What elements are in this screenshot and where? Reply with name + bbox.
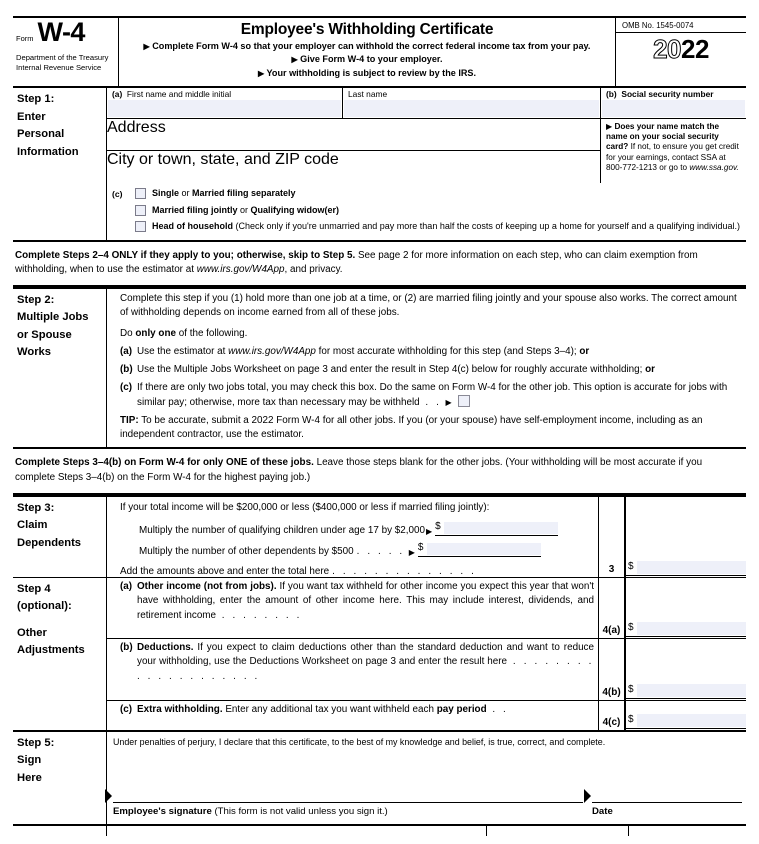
filing-status-row xyxy=(107,183,746,240)
tax-year xyxy=(653,34,709,64)
header-bullet-2-text: Give Form W-4 to your employer. xyxy=(300,54,443,65)
step-1-label-line-4: Information xyxy=(17,145,79,158)
step-4-section xyxy=(13,577,746,730)
hoh-label-bold: Head of household xyxy=(152,221,233,231)
steps-3-4b-notice-bold: Complete Steps 3–4(b) on Form W-4 for only ONE of these jobs. xyxy=(15,457,314,469)
steps-2-4-notice-bold: Complete Steps 2–4 ONLY if they apply to you; otherwise, skip to Step 5. xyxy=(15,249,356,261)
step-2-label-line-4: Works xyxy=(17,346,51,359)
header-bullet-1-text: Complete Form W-4 so that your employer can withhold the correct federal income tax from your pay. xyxy=(152,41,591,51)
other-dependents-amount-input[interactable] xyxy=(427,543,541,555)
address-caption xyxy=(107,119,600,137)
step-2-label-line-1: Step 2: xyxy=(17,293,55,306)
step-4b-amount-cell xyxy=(626,638,746,700)
step-5-label-line-1: Step 5: xyxy=(17,736,55,749)
city-caption xyxy=(107,151,600,169)
form-title-block xyxy=(119,18,616,86)
children-amount-input[interactable] xyxy=(444,522,558,534)
filing-status-options xyxy=(135,187,746,237)
date-label: Date xyxy=(592,805,613,817)
step-2-tip xyxy=(107,414,742,443)
step-3-total-amount-field[interactable] xyxy=(626,561,746,576)
step-1-label-line-3: Personal xyxy=(17,128,65,140)
step-4-line-number-column xyxy=(598,578,624,730)
step-1-label-line-2: Enter xyxy=(17,110,46,123)
ssn-name-match-note xyxy=(601,119,746,183)
steps-2-4-notice-rest-2: , and privacy. xyxy=(284,264,343,276)
step-4a-number-cell xyxy=(599,578,624,638)
page-title: Employee's Withholding Certificate xyxy=(240,21,494,38)
date-block xyxy=(592,802,742,818)
ssn-caption xyxy=(601,88,746,99)
dollar-sign: $ xyxy=(628,621,634,633)
step-4b-text xyxy=(137,641,594,685)
step-4c-amount-input[interactable] xyxy=(637,714,746,727)
step-4b-number: 4(b) xyxy=(602,686,621,698)
stub-cell-3 xyxy=(486,826,628,836)
employee-signature-block xyxy=(113,802,583,818)
address-caption-text: Address xyxy=(107,119,166,136)
triangle-pointer-icon: ▶ xyxy=(445,397,452,407)
step-1-label-line-1: Step 1: xyxy=(17,93,55,105)
do-one-post: of the following. xyxy=(175,328,248,340)
step-2-do-only-one xyxy=(107,327,742,341)
field-tag-a: (a) xyxy=(112,89,123,99)
step-1-name-row xyxy=(107,88,746,119)
note-bold-text: Does your name match the name on your social security card? xyxy=(606,122,720,152)
ssn-caption-text: Social security number xyxy=(621,89,714,99)
filing-status-option-single[interactable] xyxy=(135,187,746,204)
step-4a-amount-cell xyxy=(626,578,746,638)
option-a-or: or xyxy=(579,346,590,358)
step-2-option-b xyxy=(107,363,742,377)
dollar-sign: $ xyxy=(628,713,634,725)
city-field-cell xyxy=(107,151,600,183)
tip-body: To be accurate, submit a 2022 Form W-4 for all other jobs. If you (or your spouse) have self-employment income, including as an independent contractor, use the estimator. xyxy=(120,414,703,441)
single-label xyxy=(152,187,296,200)
dollar-sign: $ xyxy=(628,560,634,572)
step-5-label-line-3: Here xyxy=(17,771,42,784)
step-4c-bold: Extra withholding. xyxy=(137,703,223,715)
step-1-section xyxy=(13,88,746,242)
step-4a-text xyxy=(137,580,594,624)
field-tag-c: (c) xyxy=(112,189,123,199)
step-2-label-line-2: Multiple Jobs xyxy=(17,311,89,324)
header-bullet-3 xyxy=(125,67,609,80)
tax-year-prefix: 20 xyxy=(653,34,681,64)
steps-3-4b-notice xyxy=(13,447,746,494)
do-one-bold: only one xyxy=(135,328,176,340)
step-4a-amount-field[interactable] xyxy=(626,622,746,637)
step-4-label-line-1: Step 4 xyxy=(17,582,51,595)
w4-form-page xyxy=(0,16,759,844)
step-3-label-line-1: Step 3: xyxy=(17,501,55,514)
step-2-section xyxy=(13,287,746,448)
perjury-statement: Under penalties of perjury, I declare that this certificate, to the best of my knowledge and belief, is true, correct, and complete. xyxy=(113,736,606,747)
step-4-label-line-2: (optional): xyxy=(17,600,72,613)
step-4c-content xyxy=(107,701,598,718)
step-3-children-row xyxy=(107,522,598,536)
employee-signature-line[interactable] xyxy=(113,802,583,803)
married-jointly-label xyxy=(152,204,339,217)
last-name-input[interactable] xyxy=(344,100,599,117)
dollar-sign: $ xyxy=(435,520,441,532)
step-4c-bold-2: pay period xyxy=(436,703,487,715)
step-1-address-row xyxy=(107,119,746,183)
step-4a-content xyxy=(107,578,598,624)
omb-year-block xyxy=(616,18,746,86)
ssn-field-cell xyxy=(601,88,746,118)
step-2-option-a-tag: (a) xyxy=(120,346,133,358)
step-3-children-label: Multiply the number of qualifying children under age 17 by $2,000 xyxy=(139,524,426,536)
header-bullet-3-text: Your withholding is subject to review by the IRS. xyxy=(266,67,477,78)
header-bullet-1 xyxy=(125,40,609,53)
step-4a-dots: . . . . . . . . xyxy=(221,609,302,621)
step-4b-row xyxy=(107,638,598,700)
spacer xyxy=(107,320,742,327)
triangle-pointer-icon xyxy=(105,789,112,803)
triangle-bullet-icon: ▶ xyxy=(143,42,150,51)
steps-2-4-notice-rest-1: See page 2 for more information on each step, who can claim exemption from withholding, when to use the estimator at xyxy=(15,249,698,276)
step-4a-amount-input[interactable] xyxy=(637,622,746,635)
date-caption xyxy=(592,803,742,818)
step-4c-number-cell xyxy=(599,700,624,730)
step-4b-tag: (b) xyxy=(120,641,133,653)
city-caption-text: City or town, state, and ZIP code xyxy=(107,151,339,168)
step-4c-text xyxy=(137,703,594,718)
option-c-main: If there are only two jobs total, you may check this box. Do the same on Form W-4 for the other job. This option is accurate for jobs with similar pay; otherwise, more tax than necessary may be withheld xyxy=(137,381,728,408)
w4app-link-1[interactable]: www.irs.gov/W4App xyxy=(196,264,285,276)
date-signature-line[interactable] xyxy=(592,802,742,803)
head-of-household-label xyxy=(152,220,740,233)
head-of-household-checkbox[interactable] xyxy=(135,221,146,232)
children-amount-field[interactable] xyxy=(435,522,558,536)
signature-label-rest: (This form is not valid unless you sign it.) xyxy=(211,805,388,817)
hoh-label-rest: (Check only if you're unmarried and pay more than half the costs of keeping up a home for yourself and a qualifying individual.) xyxy=(233,221,741,231)
step-5-label xyxy=(13,732,106,824)
employee-signature-caption xyxy=(113,803,583,818)
step-3-amount-cell xyxy=(624,497,746,577)
form-header xyxy=(13,16,746,88)
address-column xyxy=(107,119,601,183)
option-c-dots: . . xyxy=(425,396,442,408)
step-4-body xyxy=(106,578,598,730)
w4app-link-2[interactable]: www.irs.gov/W4App xyxy=(228,346,316,358)
step-2-option-a-text xyxy=(137,345,742,359)
spacer xyxy=(17,616,104,625)
step-4c-tag: (c) xyxy=(120,703,133,715)
two-jobs-checkbox[interactable] xyxy=(458,395,470,407)
step-4-label-line-3: Other xyxy=(17,626,47,639)
step-3-intro-row xyxy=(107,501,598,515)
step-2-option-c-tag: (c) xyxy=(120,381,133,393)
steps-2-4-notice xyxy=(13,242,746,287)
step-2-option-c-text xyxy=(137,381,742,411)
step-2-option-b-text xyxy=(137,363,742,377)
filing-status-option-married-jointly[interactable] xyxy=(135,204,746,221)
step-3-label xyxy=(13,497,106,577)
single-checkbox[interactable] xyxy=(135,188,146,199)
step-4a-bold: Other income (not from jobs). xyxy=(137,580,277,592)
agency-line-1: Department of the Treasury xyxy=(16,53,109,62)
step-3-total-label: Add the amounts above and enter the total here xyxy=(120,565,330,577)
triangle-pointer-icon xyxy=(584,789,591,803)
step-1-label xyxy=(13,88,106,240)
first-name-caption xyxy=(107,88,342,99)
step-3-line-number: 3 xyxy=(608,563,615,575)
step-3-other-dependents-dots: . . . . . xyxy=(356,545,405,557)
step-2-body xyxy=(106,289,746,448)
step-5-body xyxy=(106,732,746,824)
step-4a-number: 4(a) xyxy=(602,624,621,636)
step-3-other-dependents-row xyxy=(107,543,598,557)
stub-cell-1 xyxy=(13,826,106,836)
dollar-sign: $ xyxy=(628,683,634,695)
option-b-main: Use the Multiple Jobs Worksheet on page 3 and enter the result in Step 4(c) below for roughly accurate withholding; xyxy=(137,363,646,375)
step-4-label xyxy=(13,578,106,730)
last-name-field-cell xyxy=(343,88,601,118)
step-3-other-dependents-label: Multiply the number of other dependents by $500 xyxy=(139,545,354,557)
tax-year-suffix: 22 xyxy=(681,34,709,64)
triangle-bullet-icon: ▶ xyxy=(606,122,613,131)
step-4c-amount-cell xyxy=(626,700,746,730)
step-1-body xyxy=(106,88,746,240)
single-label-b: Married filing separately xyxy=(192,188,296,198)
triangle-pointer-icon: ▶ xyxy=(408,547,415,557)
last-name-caption xyxy=(343,88,600,99)
step-4c-number: 4(c) xyxy=(602,716,621,728)
field-tag-b: (b) xyxy=(606,89,617,99)
first-name-field-cell xyxy=(107,88,343,118)
step-4b-amount-input[interactable] xyxy=(637,684,746,697)
tip-label: TIP: xyxy=(120,414,139,426)
first-name-caption-text: First name and middle initial xyxy=(126,89,232,99)
agency-line-2: Internal Revenue Service xyxy=(16,62,102,72)
step-4b-amount-field[interactable] xyxy=(626,684,746,699)
step-3-section xyxy=(13,495,746,577)
stub-cell-4 xyxy=(628,826,746,836)
option-a-post: for most accurate withholding for this step (and Steps 3–4); xyxy=(315,346,580,358)
form-number: W-4 xyxy=(37,17,85,47)
form-identity-block xyxy=(13,18,119,86)
step-4a-row xyxy=(107,578,598,638)
filing-status-option-head-of-household[interactable] xyxy=(135,220,746,237)
step-4b-number-cell xyxy=(599,638,624,700)
step-4-label-line-4: Adjustments xyxy=(17,644,85,657)
step-3-label-line-3: Dependents xyxy=(17,536,82,549)
stub-cell-2 xyxy=(106,826,486,836)
step-3-line-number-cell xyxy=(598,497,624,577)
note-rest-text: If not, to ensure you get credit for your earnings, contact SSA at 800-772-1213 or go to xyxy=(606,142,739,172)
first-name-input[interactable] xyxy=(108,100,341,117)
step-5-label-line-2: Sign xyxy=(17,754,42,767)
steps-3-4b-notice-rest: Leave those steps blank for the other jobs. (Your withholding will be most accurate if you complete Steps 3–4(b) on the Form W-4 for the highest paying job.) xyxy=(15,457,703,483)
dollar-sign: $ xyxy=(417,541,424,553)
step-3-total-dots: . . . . . . . . . . . . . . xyxy=(332,565,477,577)
step-4b-content xyxy=(107,639,598,685)
employer-section-stub xyxy=(13,826,746,836)
ssa-website-link[interactable]: www.ssa.gov. xyxy=(689,162,739,172)
step-2-label-line-3: or Spouse xyxy=(17,328,72,341)
step-4c-body: Enter any additional tax you want withheld each xyxy=(222,703,437,715)
step-4b-bold: Deductions. xyxy=(137,641,194,653)
single-label-or: or xyxy=(179,188,193,198)
step-2-label xyxy=(13,289,106,448)
ssn-input[interactable] xyxy=(602,100,745,117)
step-2-intro: Complete this step if you (1) hold more than one job at a time, or (2) are married filing jointly and your spouse also works. The correct amount of withholding depends on income earned from all of these jobs. xyxy=(120,292,737,318)
step-4b-body: If you expect to claim deductions other than the standard deduction and want to reduce your withholding, use the Deductions Worksheet on page 3 and enter the result here xyxy=(137,641,594,668)
step-3-label-line-2: Claim xyxy=(17,519,48,532)
triangle-pointer-icon: ▶ xyxy=(426,526,433,536)
triangle-bullet-icon: ▶ xyxy=(257,68,265,78)
single-label-a: Single xyxy=(152,188,180,198)
married-jointly-label-a: Married filing jointly xyxy=(152,204,238,215)
step-4c-dots: . . xyxy=(492,703,509,715)
step-2-option-a xyxy=(107,345,742,359)
step-3-total-row xyxy=(107,566,598,577)
triangle-bullet-icon: ▶ xyxy=(291,55,298,65)
step-3-body xyxy=(106,497,598,577)
do-one-pre: Do xyxy=(120,328,136,340)
step-2-tip-text xyxy=(120,414,742,443)
married-jointly-label-b: Qualifying widow(er) xyxy=(250,204,340,215)
other-dependents-amount-field[interactable] xyxy=(418,543,541,557)
form-word-label: Form xyxy=(16,34,34,43)
option-b-or: or xyxy=(645,363,655,375)
step-4c-amount-field[interactable] xyxy=(626,714,746,729)
step-4b-dots: . . . . . . . . . . . . . . . . . . . . xyxy=(137,656,595,682)
omb-number: OMB No. 1545-0074 xyxy=(616,18,746,33)
step-2-option-c xyxy=(107,381,742,411)
address-field-cell xyxy=(107,119,600,151)
step-4a-tag: (a) xyxy=(120,580,133,592)
step-4a-body: If you want tax withheld for other income you expect this year that won't have withholding, enter the amount of other income here. This may include interest, dividends, and retirement income xyxy=(137,580,594,621)
header-bullet-2 xyxy=(125,53,609,66)
married-jointly-checkbox[interactable] xyxy=(135,205,146,216)
married-jointly-label-or: or xyxy=(237,204,251,215)
step-4c-row xyxy=(107,700,598,730)
step-2-option-b-tag: (b) xyxy=(120,363,133,375)
step-5-section xyxy=(13,730,746,824)
step-3-total-amount-input[interactable] xyxy=(637,561,746,574)
step-3-intro: If your total income will be $200,000 or less ($400,000 or less if married filing jointly): xyxy=(120,501,490,513)
signature-label-bold: Employee's signature xyxy=(113,805,212,817)
step-4-amount-column xyxy=(624,578,746,730)
option-a-pre: Use the estimator at xyxy=(137,346,229,358)
last-name-caption-text: Last name xyxy=(348,89,388,99)
signature-row xyxy=(113,802,742,818)
